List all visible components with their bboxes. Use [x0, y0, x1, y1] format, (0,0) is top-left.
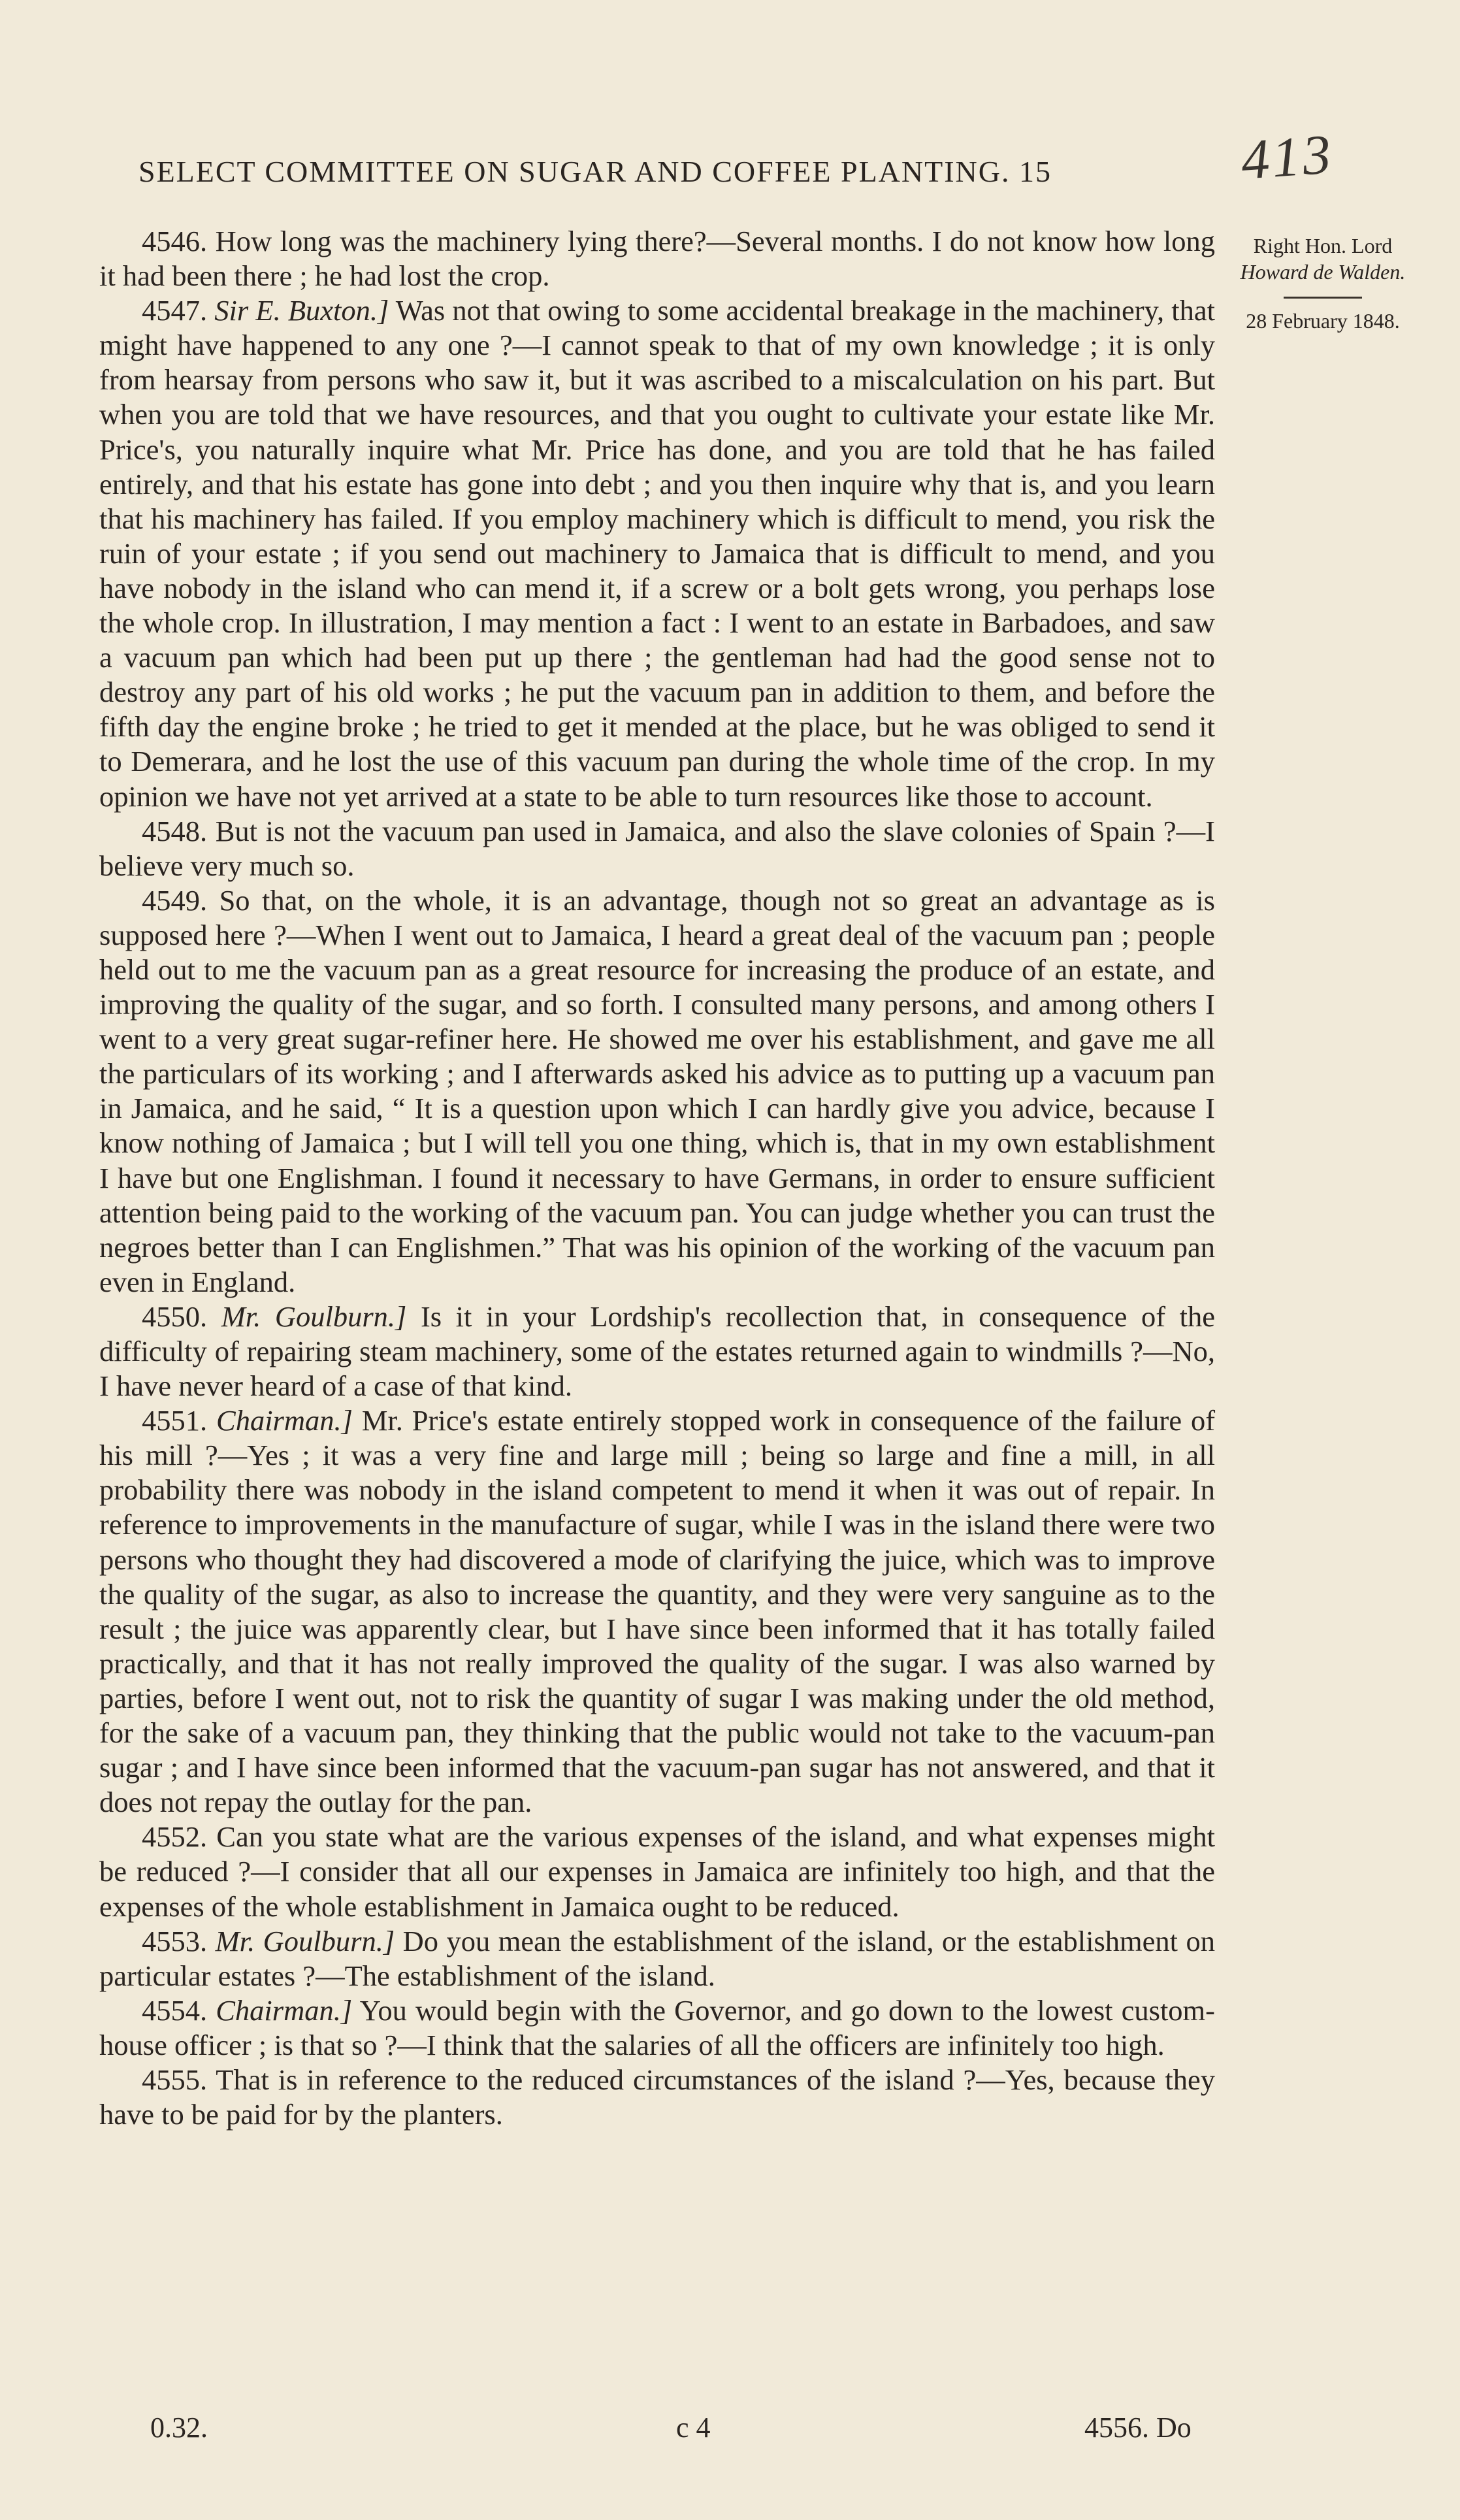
speaker-name: Mr. Goulburn.] — [221, 1300, 407, 1333]
speaker-name: Chairman.] — [216, 1404, 353, 1437]
question-number: 4552. — [142, 1820, 208, 1854]
question-number: 4555. — [142, 2063, 208, 2096]
page-header: SELECT COMMITTEE ON SUGAR AND COFFEE PLANTING. 15 — [138, 155, 1052, 188]
handwritten-folio-number: 413 — [1239, 122, 1336, 191]
margin-note — [1215, 233, 1431, 334]
question-number: 4551. — [142, 1404, 208, 1437]
speaker-name: Mr. Goulburn.] — [215, 1924, 395, 1957]
question-number: 4546. — [142, 225, 208, 257]
document-reference: 0.32. — [150, 2412, 208, 2444]
question-number: 4554. — [142, 1993, 208, 2027]
question-text: How long was the machinery lying there?—Several months. I do not know how long it had been there ; he had lost the crop. — [99, 225, 1215, 293]
speaker-name: Chairman.] — [216, 1993, 353, 2027]
question-text: Is it in your Lordship's recollection that, in consequence of the difficulty of repairing steam machinery, some of the estates returned again to windmills ?—No, I have never heard of a case of that kind. — [99, 1300, 1216, 1403]
question-paragraph — [99, 2063, 1215, 2132]
question-number: 4550. — [142, 1300, 208, 1333]
page-footer — [150, 2411, 1222, 2450]
question-paragraph — [99, 883, 1215, 1300]
question-paragraph — [99, 1820, 1215, 1923]
question-text: Can you state what are the various expenses of the island, and what expenses might be reduced ?—I consider that all our expenses in Jamaica are infinitely too high, and that the expenses of the whole establishment in Jamaica ought to be reduced. — [99, 1820, 1215, 1923]
question-paragraph — [99, 224, 1215, 293]
question-paragraph — [99, 814, 1215, 883]
question-text: That is in reference to the reduced circumstances of the island ?—Yes, because they have to be paid for by the planters. — [99, 2063, 1215, 2131]
question-text: Was not that owing to some accidental breakage in the machinery, that might have happened to any one ?—I cannot speak to that of my own knowledge ; it is only from hearsay from persons who saw it, but it was ascribed to a miscalculation on his part. But when you are told that we have resources, and that you ought to cultivate your estate like Mr. Price's, you naturally inquire what Mr. Price has done, and you are told that he has failed entirely, and that his estate has gone into debt ; and you then inquire why that is, and you learn that his machinery has failed. If you employ machinery which is difficult to mend, you risk the ruin of your estate ; if you send out machinery to Jamaica that is difficult to mend, and you have nobody in the island who can mend it, if a screw or a bolt gets wrong, you perhaps lose the whole crop. In illustration, I may mention a fact : I went to an estate in Barbadoes, and saw a vacuum pan which had been put up there ; the gentleman had had the good sense not to destroy any part of his old works ; he put the vacuum pan in addition to them, and before the fifth day the engine broke ; he tried to get it mended at the place, but he was obliged to send it to Demerara, and he lost the use of this vacuum pan during the whole time of the crop. In my opinion we have not yet arrived at a state to be able to turn resources like those to account. — [99, 294, 1216, 813]
signature-mark: c 4 — [676, 2412, 711, 2444]
evidence-body — [99, 224, 1215, 2132]
witness-name-line2: Howard de Walden. — [1240, 260, 1406, 284]
question-number: 4548. — [142, 814, 208, 847]
question-paragraph — [99, 1403, 1215, 1820]
question-number: 4549. — [142, 883, 208, 917]
question-text: You would begin with the Governor, and go down to the lowest custom-house officer ; is that so ?—I think that the salaries of all the officers are infinitely too high. — [99, 1993, 1215, 2061]
question-paragraph — [99, 1924, 1215, 1993]
question-number: 4547. — [142, 294, 208, 327]
question-number: 4553. — [142, 1924, 208, 1957]
margin-divider — [1284, 297, 1362, 299]
question-text: Mr. Price's estate entirely stopped work in consequence of the failure of his mill ?—Yes ; it was a very fine and large mill ; being so large and fine a mill, in all probability there was nobody in the island competent to mend it when it was out of repair. In reference to improvements in the manufacture of sugar, while I was in the island there were two persons who thought they had discovered a mode of clarifying the juice, which was to improve the quality of the sugar, as also to increase the quantity, and they were very sanguine as to the result ; the juice was apparently clear, but I have since been informed that it has totally failed practically, and that it has not really improved the quality of the sugar. I was also warned by parties, before I went out, not to risk the quantity of sugar I was making under the old method, for the sake of a vacuum pan, they thinking that the public would not take to the vacuum-pan sugar ; and I have since been informed that the vacuum-pan sugar has not answered, and that it does not repay the outlay for the pan. — [99, 1404, 1216, 1819]
catchword: 4556. Do — [1084, 2412, 1192, 2444]
question-paragraph — [99, 293, 1215, 813]
question-text: But is not the vacuum pan used in Jamaica, and also the slave colonies of Spain ?—I believe very much so. — [99, 814, 1216, 882]
question-text: Do you mean the establishment of the island, or the establishment on particular estates ?—The establishment of the island. — [99, 1924, 1216, 1992]
evidence-date: 28 February 1848. — [1246, 309, 1400, 333]
question-paragraph — [99, 1300, 1215, 1403]
question-paragraph — [99, 1993, 1215, 2063]
question-text: So that, on the whole, it is an advantage, though not so great an advantage as is supposed here ?—When I went out to Jamaica, I heard a great deal of the vacuum pan ; people held out to me the vacuum pan as a great resource for increasing the produce of an estate, and improving the quality of the sugar, and so forth. I consulted many persons, and among others I went to a very great sugar-refiner here. He showed me over his establishment, and gave me all the particulars of its working ; and I afterwards asked his advice as to putting up a vacuum pan in Jamaica, and he said, “ It is a question upon which I can hardly give you advice, because I know nothing of Jamaica ; but I will tell you one thing, which is, that in my own establishment I have but one Englishman. I found it necessary to have Germans, in order to ensure sufficient attention being paid to the working of the vacuum pan. You can judge whether you can trust the negroes better than I can Englishmen.” That was his opinion of the working of the vacuum pan even in England. — [99, 883, 1215, 1298]
witness-name-line1: Right Hon. Lord — [1253, 234, 1393, 257]
speaker-name: Sir E. Buxton.] — [214, 294, 389, 327]
